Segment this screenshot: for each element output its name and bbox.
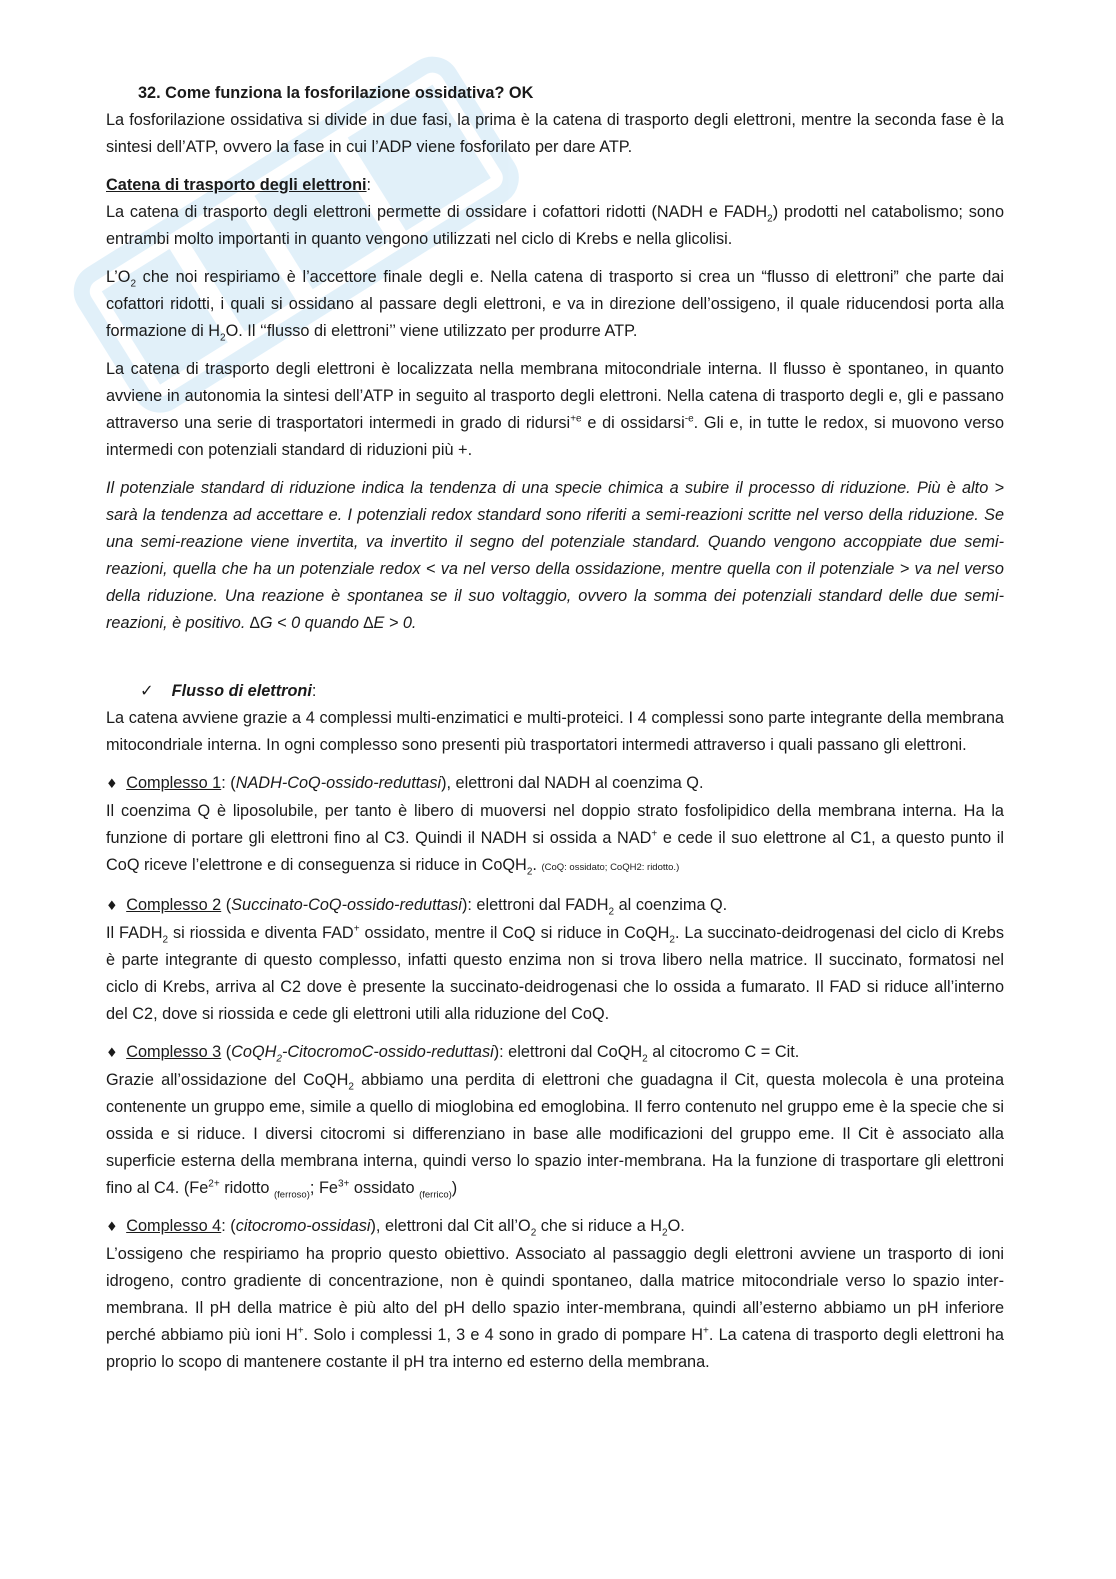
checkmark-icon: ✓ [140, 681, 154, 700]
diamond-bullet-icon: ♦ [106, 777, 118, 792]
catena-heading-text: Catena di trasporto degli elettroni [106, 176, 367, 194]
complesso-3-heading: ♦ Complesso 3 (CoQH$_2$-CitocromoC-ossido-reduttasi): elettroni dal CoQH$_2$ al citocromo C = Cit. [106, 1043, 800, 1065]
document-page [106, 80, 1004, 1376]
potential-note-paragraph: Il potenziale standard di riduzione indica la tendenza di una specie chimica a subire il processo di riduzione. Più è alto > sarà la tendenza ad accettare e. I potenziali redox standard sono riferiti a semi-reazioni scritte nel verso della riduzione. Se una semi-reazione viene invertita, va invertito il segno del potenziale standard. Quando vengono accoppiate due semi-reazioni, quella che ha un potenziale redox < va nel verso della ossidazione, mentre quella con il potenziale > va nel verso della riduzione. Una reazione è spontanea se il suo voltaggio, ovvero la somma dei potenziali standard delle due semi-reazioni, è positivo. ∆G < 0 quando ∆E > 0. [106, 479, 1004, 632]
catena-paragraph-3: La catena di trasporto degli elettroni è localizzata nella membrana mitocondriale interna. Il flusso è spontaneo, in quanto avviene in autonomia la sintesi dell’ATP in seguito al trasporto degli elettroni. Nella catena di trasporto degli e, gli e passano attraverso una serie di trasportatori intermedi in grado di ridursi$^{+e}$ e di ossidarsi$^{-e}$. Gli e, in tutte le redox, si muovono verso intermedi con potenziali standard di riduzioni più +. [106, 360, 1004, 459]
flusso-heading: ✓ Flusso di elettroni: [140, 681, 317, 700]
diamond-bullet-icon: ♦ [106, 1220, 118, 1235]
complesso-2-text: Il $FADH_2$ si riossida e diventa FAD+ ossidato, mentre il CoQ si riduce in CoQH$_2$. La succinato-deidrogenasi del ciclo di Krebs è parte integrante di questo complesso, infatti questo enzima non si trova libero nella matrice. Il succinato, formatosi nel ciclo di Krebs, arriva al C2 dove è presente la succinato-deidrogenasi che lo ossida a fumarato. Il FAD si riduce all’interno del C2, dove si riossida e cede gli elettroni utili alla riduzione del CoQ. [106, 923, 1004, 1023]
question-title: 32. Come funziona la fosforilazione ossidativa? OK [138, 84, 534, 102]
complesso-1-heading: ♦ Complesso 1: (NADH-CoQ-ossido-reduttasi), elettroni dal NADH al coenzima Q. [106, 774, 704, 792]
catena-paragraph-2: $L’O_2$ che noi respiriamo è l’accettore finale degli e. Nella catena di trasporto si crea un “flusso di elettroni” che parte dai cofattori ridotti, i quali si ossidano al passare degli elettroni, e va in direzione dell’ossigeno, il quale riducendosi porta alla formazione di $H_2O$. Il ‘‘flusso di elettroni’’ viene utilizzato per produrre ATP. [106, 268, 1004, 344]
complesso-4-text: L’ossigeno che respiriamo ha proprio questo obiettivo. Associato al passaggio degli elettroni avviene un trasporto di ioni idrogeno, contro gradiente di concentrazione, non è quindi spontaneo, dalla matrice mitocondriale verso lo spazio inter-membrana. Il pH della matrice è più alto del pH dello spazio inter-membrana, quindi all’esterno abbiamo un pH inferiore perché abbiamo più ioni H+. Solo i complessi 1, 3 e 4 sono in grado di pompare H+. La catena di trasporto degli elettroni ha proprio lo scopo di mantenere costante il pH tra interno ed esterno della membrana. [106, 1245, 1004, 1371]
intro-paragraph: La fosforilazione ossidativa si divide in due fasi, la prima è la catena di trasporto degli elettroni, mentre la seconda fase è la sintesi dell’ATP, ovvero la fase in cui l’ADP viene fosforilato per dare ATP. [106, 111, 1004, 156]
flusso-paragraph: La catena avviene grazie a 4 complessi multi-enzimatici e multi-proteici. I 4 complessi sono parte integrante della membrana mitocondriale interna. In ogni complesso sono presenti più trasportatori intermedi attraverso i quali passano gli elettroni. [106, 709, 1004, 754]
diamond-bullet-icon: ♦ [106, 1046, 118, 1061]
catena-heading: Catena di trasporto degli elettroni: [106, 176, 372, 194]
complesso-3-text: Grazie all’ossidazione del CoQH$_2$ abbiamo una perdita di elettroni che guadagna il Cit, questa molecola è una proteina contenente un gruppo eme, simile a quello di mioglobina ed emoglobina. Il ferro contenuto nel gruppo eme è la specie che si ossida e si riduce. I diversi citocromi si differenziano in base alle modificazioni del gruppo eme. Il Cit è associato alla superficie esterna della membrana interna, quindi verso lo spazio inter-membrana. Ha la funzione di trasportare gli elettroni fino al C4. ($Fe^{2+}$ ridotto $_{(ferroso)}$; $Fe^{3+}$ ossidato $_{(ferrico)}$) [106, 1071, 1004, 1201]
complesso-2-heading: ♦ Complesso 2 (Succinato-CoQ-ossido-reduttasi): elettroni dal $FADH_2$ al coenzima Q. [106, 896, 728, 918]
complesso-4-heading: ♦ Complesso 4: (citocromo-ossidasi), elettroni dal Cit $all’O_2$ che si riduce a $H_2O$. [106, 1217, 685, 1239]
catena-paragraph-1: La catena di trasporto degli elettroni permette di ossidare i cofattori ridotti (NADH e $FADH_2$) prodotti nel catabolismo; sono entrambi molto importanti in quanto vengono utilizzati nel ciclo di Krebs e nella glicolisi. [106, 203, 1004, 248]
diamond-bullet-icon: ♦ [106, 899, 118, 914]
complesso-1-text: Il coenzima Q è liposolubile, per tanto è libero di muoversi nel doppio strato fosfolipidico della membrana interna. Ha la funzione di portare gli elettroni fino al C3. Quindi il NADH si ossida a NAD+ e cede il suo elettrone al C1, a questo punto il CoQ riceve l’elettrone e di conseguenza si riduce in CoQH$_2$. (CoQ: ossidato; CoQH2: ridotto.) [106, 802, 1005, 878]
